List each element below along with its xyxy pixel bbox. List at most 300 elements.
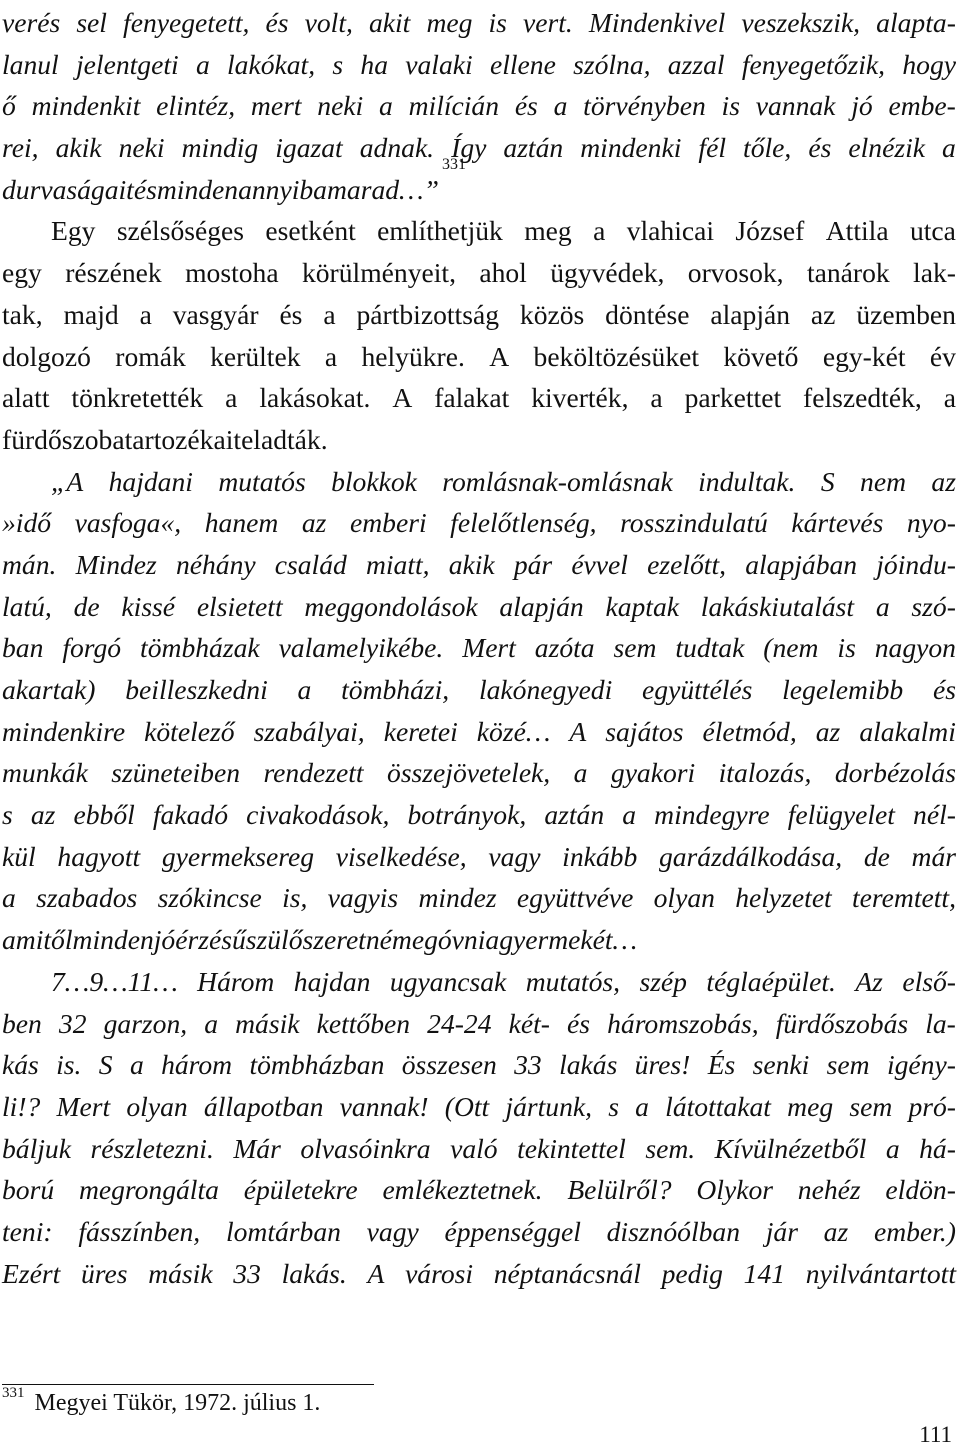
word: sem: [849, 1090, 893, 1122]
word: civakodások,: [246, 799, 390, 831]
word: megrongálta: [78, 1174, 219, 1206]
word: a: [195, 48, 210, 80]
word: s: [2, 799, 13, 831]
word: emlékeztetnek.: [382, 1174, 543, 1206]
word: Az: [855, 965, 883, 997]
word: veszekszik,: [741, 7, 861, 38]
word: másik: [148, 1257, 213, 1289]
word: A: [367, 1257, 385, 1289]
word: És: [707, 1049, 736, 1081]
word: vlahicai: [626, 215, 715, 247]
word: ellene: [489, 48, 556, 80]
word: egy: [2, 257, 42, 289]
word: a: [650, 382, 663, 414]
word: a: [485, 924, 500, 956]
word: 24-24: [427, 1007, 492, 1039]
word: szeretné: [302, 924, 392, 956]
word: miatt,: [365, 548, 430, 580]
word: latú,: [2, 590, 52, 622]
word: az: [931, 465, 956, 497]
text-line: [2, 336, 956, 378]
word: orvosok,: [687, 257, 784, 289]
word: keretei: [383, 715, 458, 747]
word: helyzetet: [735, 882, 832, 914]
word: háromszobás,: [607, 1007, 759, 1039]
word: ebből: [73, 799, 135, 831]
word: (nem: [763, 632, 819, 664]
word: tartozékait: [124, 423, 242, 455]
word: két-: [508, 1007, 550, 1039]
word: igazat: [275, 132, 343, 164]
word: Így: [451, 132, 487, 164]
word: üres!: [634, 1049, 691, 1081]
text-line: [2, 836, 956, 878]
text-line: [2, 544, 956, 586]
word: S: [98, 1049, 113, 1081]
footnote-number: 331: [2, 1385, 25, 1401]
text-line: [2, 377, 956, 419]
word: a: [622, 799, 637, 831]
word: marad…”: [326, 173, 439, 205]
word: romlásnak-omlásnak: [442, 465, 673, 497]
text-line: [2, 711, 956, 753]
word: aztán: [503, 132, 564, 164]
word: felszedték,: [803, 382, 922, 414]
word: dolgozó: [2, 340, 91, 372]
text-line: [2, 1211, 956, 1253]
word: meg: [787, 1090, 834, 1122]
word: minden: [72, 924, 154, 956]
word: Mert: [462, 632, 516, 664]
text-line: [2, 1128, 956, 1170]
word: említhetjük: [377, 215, 503, 247]
word: és: [133, 173, 157, 205]
word: Egy: [51, 215, 96, 247]
word: közös: [519, 298, 585, 330]
text-line: [2, 210, 956, 252]
word: az: [823, 1215, 849, 1247]
word: a: [324, 340, 338, 372]
word: állapotban: [203, 1090, 324, 1122]
word: Kívülnézetből: [714, 1132, 867, 1164]
word: senki: [752, 1049, 810, 1081]
word: kerültek: [210, 340, 301, 372]
word: életmód,: [702, 715, 797, 747]
word: összejövetelek,: [387, 757, 551, 789]
word: a: [885, 1132, 900, 1164]
word: ahol: [479, 257, 527, 289]
word: olvasóinkra: [300, 1132, 431, 1164]
word: jár: [765, 1215, 798, 1247]
word: Mindenkivel: [588, 7, 726, 38]
word: nél-: [913, 799, 956, 831]
word: S: [820, 465, 835, 497]
word: szülő: [245, 924, 303, 956]
word: li!?: [2, 1090, 41, 1122]
word: 141: [743, 1257, 786, 1289]
body-text: [2, 2, 956, 1294]
word: pár: [513, 548, 553, 580]
word: tömbházi,: [341, 674, 450, 705]
word: mindez: [418, 882, 497, 914]
word: fásszínben,: [78, 1215, 201, 1247]
word: mostoha: [185, 257, 279, 289]
word: hajdani: [108, 465, 193, 497]
word: szókincse: [157, 882, 262, 914]
word: szó-: [911, 590, 956, 622]
word: mutatós: [218, 465, 306, 497]
word: alapján: [499, 590, 584, 622]
word: másik: [235, 1007, 300, 1039]
word: is.: [56, 1049, 82, 1081]
word: eldön-: [885, 1174, 956, 1206]
word: eladták.: [241, 423, 328, 455]
word: mindenkire: [2, 715, 126, 747]
word: jóindu-: [876, 548, 956, 580]
word: a: [225, 382, 238, 414]
word: meg: [426, 7, 473, 38]
word: inkább: [562, 840, 638, 872]
text-line: [2, 461, 956, 503]
word: lakáskiutalást: [700, 590, 855, 622]
word: is,: [282, 882, 308, 914]
word: mindegyre: [654, 799, 770, 831]
word: jelentgeti: [76, 48, 179, 80]
word: helyükre.: [361, 340, 465, 372]
word: jártunk,: [505, 1090, 593, 1122]
word: részletezni.: [90, 1132, 214, 1164]
word: és: [279, 298, 303, 330]
text-line: [2, 961, 956, 1003]
word: kissé: [121, 590, 176, 622]
word: vasfoga«,: [74, 507, 182, 539]
word: nem: [860, 465, 907, 497]
word: akik: [55, 132, 102, 164]
word: indultak.: [698, 465, 796, 497]
word: és: [514, 90, 538, 122]
word: olyan: [126, 1090, 188, 1122]
word: mutatós,: [525, 965, 621, 997]
word: dorbézolás: [834, 757, 956, 789]
word: A: [489, 340, 510, 372]
word: már: [911, 840, 956, 872]
word: döntése: [605, 298, 690, 330]
word: ügyvédek,: [550, 257, 665, 289]
word: vannak: [755, 90, 836, 122]
word: kás: [2, 1049, 39, 1081]
word: ben: [2, 1007, 42, 1039]
word: romák: [115, 340, 186, 372]
word: azóta: [534, 632, 595, 664]
word: néptanácsnál: [493, 1257, 641, 1289]
word: mán.: [2, 548, 57, 580]
word: blokkok: [331, 465, 417, 497]
word: összesen: [401, 1049, 497, 1081]
word: fürdőszobás: [775, 1007, 909, 1039]
word: de: [73, 590, 100, 622]
word: nyo-: [906, 507, 956, 539]
word: kaptak: [605, 590, 680, 622]
word: és: [265, 7, 289, 38]
text-line: [2, 877, 956, 919]
text-line: [2, 1003, 956, 1045]
word: ezelőtt,: [647, 548, 727, 580]
word: sajátos: [605, 715, 684, 747]
text-line: [2, 1044, 956, 1086]
word: neki: [317, 90, 364, 122]
word: mindenki: [580, 132, 682, 164]
word: fürdőszoba: [2, 423, 125, 455]
word: szép: [639, 965, 687, 997]
word: garzon,: [103, 1007, 188, 1039]
word: a: [129, 1049, 144, 1081]
word: ő: [2, 90, 16, 122]
word: meggondolások: [304, 590, 478, 622]
word: éppenséggel: [444, 1215, 581, 1247]
word: részének: [65, 257, 162, 289]
word: forgó: [62, 632, 122, 664]
word: gyakori: [610, 757, 696, 789]
word: pártbizottság: [356, 298, 499, 330]
word: parkettet: [684, 382, 782, 414]
word: a: [875, 590, 890, 622]
footnote-text: Megyei Tükör, 1972. július 1.: [34, 1390, 321, 1416]
word: báljuk: [2, 1132, 71, 1164]
word: minden: [156, 173, 239, 205]
word: akartak): [2, 674, 96, 705]
word: lakónegyedi: [478, 674, 613, 705]
word: Olykor: [696, 1174, 773, 1206]
word: a: [942, 132, 956, 164]
word: pedig: [661, 1257, 723, 1289]
text-line: [2, 1169, 956, 1211]
word: annyiba: [238, 173, 327, 205]
word: elsietett: [196, 590, 283, 622]
word: évvel: [571, 548, 628, 580]
word: vagy: [366, 1215, 419, 1247]
word: hajdan: [293, 965, 371, 997]
word: azzal: [667, 48, 725, 80]
word: akik: [448, 548, 495, 580]
word: József: [735, 215, 805, 247]
word: kiverték,: [531, 382, 629, 414]
word: hanem: [204, 507, 279, 539]
word: Ezért: [2, 1257, 61, 1289]
text-line: [2, 127, 956, 169]
word: alapján: [710, 298, 791, 330]
page-number: 111: [919, 1422, 952, 1447]
word: ború: [2, 1174, 55, 1206]
word: pró-: [908, 1090, 956, 1122]
word: teremtett,: [852, 882, 956, 914]
word: lakás.: [281, 1257, 347, 1289]
word: család: [274, 548, 347, 580]
word: vasgyár: [172, 298, 259, 330]
word: is: [488, 7, 507, 38]
word: sem: [613, 632, 657, 664]
word: nehéz: [797, 1174, 861, 1206]
word: viselkedése,: [335, 840, 467, 872]
word: nagyon: [874, 632, 956, 664]
word: fenyegetett,: [123, 7, 250, 38]
text-line: [2, 252, 956, 294]
word: aztán: [544, 799, 605, 831]
word: olyan: [653, 882, 715, 914]
word: embe-: [888, 90, 956, 122]
word: ban: [2, 632, 44, 664]
word: szólna,: [573, 48, 651, 80]
word: gyermekét…: [499, 924, 638, 956]
word: a: [379, 90, 393, 122]
word: az: [815, 715, 841, 747]
word: Mindez: [75, 548, 157, 580]
word: „A: [51, 465, 84, 497]
word: jó: [851, 90, 873, 122]
text-line: [2, 294, 956, 336]
word: ember.): [873, 1215, 956, 1247]
word: Három: [197, 965, 275, 997]
word: az: [30, 799, 56, 831]
word: az: [810, 298, 836, 330]
word: hagyott: [57, 840, 141, 872]
word: év: [929, 340, 956, 372]
word: szélsőséges: [116, 215, 245, 247]
word: valamelyikébe.: [278, 632, 444, 664]
word: ha: [360, 48, 388, 80]
word: kettőben: [316, 1007, 411, 1039]
word: neki: [118, 132, 165, 164]
text-line: [2, 2, 956, 44]
word: az: [301, 507, 327, 539]
word: falakat: [434, 382, 510, 414]
text-line: [2, 1086, 956, 1128]
word: mert: [250, 90, 302, 122]
word: Attila: [825, 215, 889, 247]
word: rei,: [2, 132, 39, 164]
text-line: [2, 419, 956, 461]
word: együttélés: [642, 674, 753, 705]
word: lakás: [559, 1049, 618, 1081]
word: volt,: [304, 7, 353, 38]
word: 33: [233, 1257, 261, 1289]
word: látottakat: [665, 1090, 771, 1122]
word: tudtak: [675, 632, 745, 664]
word: adnak.: [359, 132, 435, 164]
text-line: [2, 627, 956, 669]
word: legelemibb: [782, 674, 904, 705]
word: szabados: [36, 882, 138, 914]
word: tanárok: [806, 257, 890, 289]
word: jóérzésű: [153, 924, 246, 956]
word: téglaépület.: [706, 965, 836, 997]
word: való: [450, 1132, 498, 1164]
word: tönkretették: [71, 382, 204, 414]
word: és: [567, 1007, 591, 1039]
word: tömbházak: [140, 632, 260, 664]
word: rendezett: [263, 757, 364, 789]
word: a: [635, 1090, 649, 1122]
word: a: [323, 298, 336, 330]
word: A: [392, 382, 413, 414]
word: disznóólban: [606, 1215, 740, 1247]
word: garázdálkodása,: [658, 840, 843, 872]
word: kötelező: [144, 715, 235, 747]
footnote: [2, 1385, 321, 1417]
word: tak,: [2, 298, 43, 330]
word: fenyegetőzik,: [741, 48, 886, 80]
word: közé…: [476, 715, 551, 747]
word: is: [721, 90, 740, 122]
word: (Ott: [444, 1090, 490, 1122]
text-line: [2, 794, 956, 836]
word: együttvéve: [516, 882, 634, 914]
word: vagyis: [327, 882, 399, 914]
word: Mert: [56, 1090, 111, 1122]
word: tömbházban: [249, 1049, 385, 1081]
word: teni:: [2, 1215, 53, 1247]
word: a: [204, 1007, 219, 1039]
text-line: [2, 919, 956, 961]
word: Már: [233, 1132, 281, 1164]
word: mindenkit: [31, 90, 141, 122]
word: igény-: [886, 1049, 956, 1081]
word: szüneteiben: [111, 757, 241, 789]
word: de: [863, 840, 890, 872]
word: alapjában: [745, 548, 858, 580]
word: körülményeit,: [301, 257, 456, 289]
text-line: [2, 1253, 956, 1295]
word: akit: [368, 7, 411, 38]
word: la-: [925, 1007, 956, 1039]
word: 32: [58, 1007, 87, 1039]
text-line: [2, 752, 956, 794]
word: verés: [2, 7, 61, 38]
word: a: [593, 215, 606, 247]
word: lak-: [913, 257, 956, 289]
text-line: [2, 44, 956, 86]
word: mindig: [181, 132, 259, 164]
word: beilleszkedni: [125, 674, 268, 705]
word: utca: [909, 215, 956, 247]
footnote-separator: [2, 1384, 374, 1385]
word: majd: [63, 298, 119, 330]
word: amitől: [2, 924, 73, 956]
word: vagy: [488, 840, 541, 872]
text-line: [2, 669, 956, 711]
word: üres: [80, 1257, 128, 1289]
word: is: [837, 632, 856, 664]
word: felelőtlenség,: [450, 507, 597, 539]
word: há-: [919, 1132, 956, 1164]
word: lomtárban: [225, 1215, 341, 1247]
word: kártevés: [791, 507, 884, 539]
word: a: [573, 757, 588, 789]
word: lakásokat.: [259, 382, 371, 414]
word: esetként: [265, 215, 356, 247]
word: beköltözésüket: [533, 340, 700, 372]
word: sem.: [645, 1132, 696, 1164]
word: meg: [524, 215, 572, 247]
word: 7…9…11…: [51, 965, 178, 997]
word: munkák: [2, 757, 88, 789]
word: tőle,: [743, 132, 792, 164]
word: három: [161, 1049, 233, 1081]
word: megóvni: [391, 924, 486, 956]
word: felügyelet: [787, 799, 895, 831]
text-line: [2, 85, 956, 127]
word: a: [553, 90, 568, 122]
word: »idő: [2, 507, 52, 539]
